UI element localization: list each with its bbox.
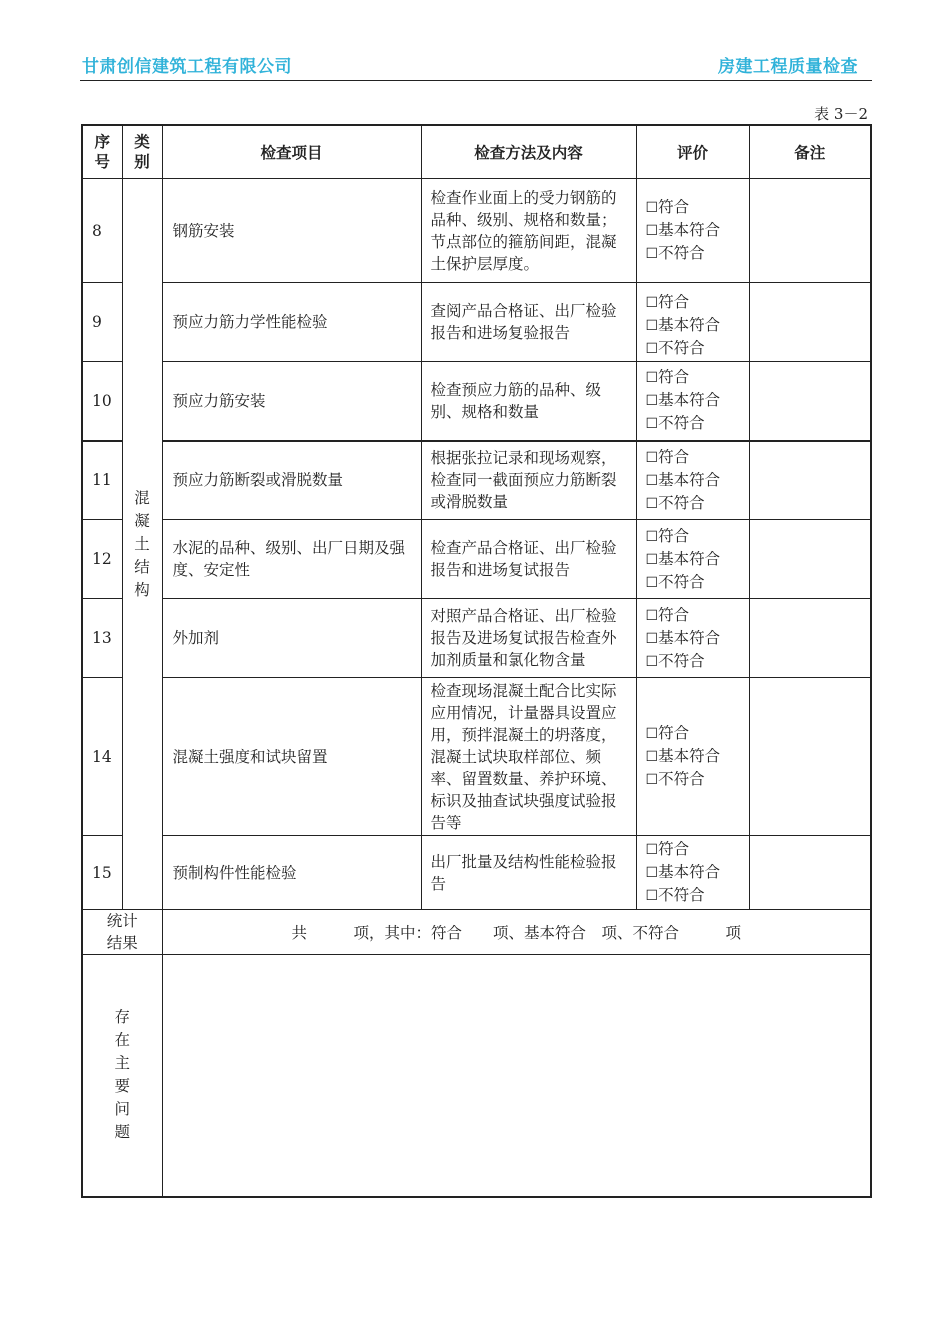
option-conform[interactable]: ☐符合 — [645, 447, 690, 466]
option-nonconform[interactable]: ☐不符合 — [645, 572, 705, 591]
option-basic-conform[interactable]: ☐基本符合 — [645, 315, 721, 334]
checkbox-icon[interactable]: ☐ — [645, 653, 659, 670]
check-method: 查阅产品合格证、出厂检验报告和进场复验报告 — [421, 283, 636, 362]
evaluation-cell — [636, 836, 749, 910]
check-item: 钢筋安装 — [162, 179, 421, 283]
option-nonconform[interactable]: ☐不符合 — [645, 244, 705, 262]
table-row — [82, 599, 871, 678]
checkbox-icon[interactable]: ☐ — [645, 246, 659, 262]
evaluation-cell — [636, 599, 749, 678]
check-method: 检查作业面上的受力钢筋的品种、级别、规格和数量；节点部位的箍筋间距，混凝土保护层厚度。 — [421, 179, 636, 283]
remarks-cell[interactable] — [749, 362, 871, 441]
evaluation-cell — [636, 678, 749, 836]
checkbox-icon[interactable]: ☐ — [645, 528, 659, 545]
option-nonconform[interactable]: ☐不符合 — [645, 414, 705, 433]
checkbox-icon[interactable]: ☐ — [645, 294, 659, 311]
issues-row — [82, 955, 871, 1197]
inspection-table — [81, 124, 872, 1198]
category-label: 混 凝 土 结 构 — [134, 488, 150, 599]
remarks-cell[interactable] — [749, 520, 871, 599]
option-conform[interactable]: ☐符合 — [645, 526, 690, 545]
table-row — [82, 179, 871, 283]
check-item: 外加剂 — [162, 599, 421, 678]
checkbox-icon[interactable]: ☐ — [645, 888, 659, 904]
checkbox-icon[interactable]: ☐ — [645, 630, 659, 647]
check-item: 预制构件性能检验 — [162, 836, 421, 910]
evaluation-cell — [636, 283, 749, 362]
checkbox-icon[interactable]: ☐ — [645, 200, 659, 216]
table-row — [82, 362, 871, 441]
option-basic-conform[interactable]: ☐基本符合 — [645, 628, 721, 647]
table-row — [82, 678, 871, 836]
header-divider — [80, 80, 872, 81]
evaluation-cell — [636, 362, 749, 441]
checkbox-icon[interactable]: ☐ — [645, 370, 659, 387]
option-nonconform[interactable]: ☐不符合 — [645, 886, 705, 904]
option-conform[interactable]: ☐符合 — [645, 724, 690, 742]
row-number: 15 — [82, 836, 122, 910]
remarks-cell[interactable] — [749, 836, 871, 910]
category-cell — [122, 179, 162, 910]
check-item: 水泥的品种、级别、出厂日期及强度、安定性 — [162, 520, 421, 599]
check-item: 预应力筋力学性能检验 — [162, 283, 421, 362]
checkbox-icon[interactable]: ☐ — [645, 749, 659, 765]
checkbox-icon[interactable]: ☐ — [645, 223, 659, 239]
table-row — [82, 441, 871, 520]
remarks-cell[interactable] — [749, 179, 871, 283]
option-nonconform[interactable]: ☐不符合 — [645, 770, 705, 788]
check-item: 混凝土强度和试块留置 — [162, 678, 421, 836]
check-item: 预应力筋断裂或滑脱数量 — [162, 441, 421, 520]
checkbox-icon[interactable]: ☐ — [645, 340, 659, 357]
option-conform[interactable]: ☐符合 — [645, 292, 690, 311]
col-header-evaluation: 评价 — [636, 125, 749, 179]
summary-row — [82, 910, 871, 955]
checkbox-icon[interactable]: ☐ — [645, 574, 659, 591]
option-basic-conform[interactable]: ☐基本符合 — [645, 221, 721, 239]
row-number: 12 — [82, 520, 122, 599]
checkbox-icon[interactable]: ☐ — [645, 449, 659, 466]
row-number: 10 — [82, 362, 122, 441]
option-nonconform[interactable]: ☐不符合 — [645, 338, 705, 357]
option-basic-conform[interactable]: ☐基本符合 — [645, 391, 721, 410]
summary-text[interactable]: 共 项，其中：符合 项、基本符合 项、不符合 项 — [162, 910, 871, 955]
checkbox-icon[interactable]: ☐ — [645, 772, 659, 788]
col-header-category: 类 别 — [122, 125, 162, 179]
checkbox-icon[interactable]: ☐ — [645, 317, 659, 334]
remarks-cell[interactable] — [749, 599, 871, 678]
row-number: 9 — [82, 283, 122, 362]
col-header-item: 检查项目 — [162, 125, 421, 179]
col-header-method: 检查方法及内容 — [421, 125, 636, 179]
check-item: 预应力筋安装 — [162, 362, 421, 441]
checkbox-icon[interactable]: ☐ — [645, 472, 659, 489]
col-header-seq: 序 号 — [82, 125, 122, 179]
table-row — [82, 836, 871, 910]
option-conform[interactable]: ☐符合 — [645, 605, 690, 624]
option-basic-conform[interactable]: ☐基本符合 — [645, 863, 721, 881]
evaluation-cell — [636, 520, 749, 599]
check-method: 检查产品合格证、出厂检验报告和进场复试报告 — [421, 520, 636, 599]
check-method: 检查现场混凝土配合比实际应用情况，计量器具设置应用，预拌混凝土的坍落度，混凝土试块取样部位、频率、留置数量、养护环境、标识及抽查试块强度试验报告等 — [421, 678, 636, 836]
option-conform[interactable]: ☐符合 — [645, 198, 690, 216]
checkbox-icon[interactable]: ☐ — [645, 726, 659, 742]
issues-content-cell[interactable] — [162, 955, 871, 1197]
check-method: 对照产品合格证、出厂检验报告及进场复试报告检查外加剂质量和氯化物含量 — [421, 599, 636, 678]
col-header-remarks: 备注 — [749, 125, 871, 179]
row-number: 11 — [82, 441, 122, 520]
row-number: 8 — [82, 179, 122, 283]
summary-label: 统计 结果 — [82, 910, 162, 955]
remarks-cell[interactable] — [749, 441, 871, 520]
check-method: 检查预应力筋的品种、级别、规格和数量 — [421, 362, 636, 441]
option-basic-conform[interactable]: ☐基本符合 — [645, 747, 721, 765]
table-row — [82, 283, 871, 362]
option-basic-conform[interactable]: ☐基本符合 — [645, 470, 721, 489]
option-conform[interactable]: ☐符合 — [645, 840, 690, 858]
table-number: 表 3－2 — [814, 105, 868, 123]
checkbox-icon[interactable]: ☐ — [645, 842, 659, 858]
option-basic-conform[interactable]: ☐基本符合 — [645, 549, 721, 568]
check-method: 出厂批量及结构性能检验报告 — [421, 836, 636, 910]
checkbox-icon[interactable]: ☐ — [645, 551, 659, 568]
option-nonconform[interactable]: ☐不符合 — [645, 651, 705, 670]
table-header-row — [82, 125, 871, 179]
remarks-cell[interactable] — [749, 283, 871, 362]
checkbox-icon[interactable]: ☐ — [645, 416, 659, 433]
option-nonconform[interactable]: ☐不符合 — [645, 493, 705, 512]
checkbox-icon[interactable]: ☐ — [645, 607, 659, 624]
evaluation-cell — [636, 179, 749, 283]
issues-label: 存 在 主 要 问 题 — [82, 955, 162, 1197]
table-row — [82, 520, 871, 599]
document-title: 房建工程质量检查 — [718, 57, 858, 77]
checkbox-icon[interactable]: ☐ — [645, 495, 659, 512]
remarks-cell[interactable] — [749, 678, 871, 836]
checkbox-icon[interactable]: ☐ — [645, 393, 659, 410]
company-name: 甘肃创信建筑工程有限公司 — [82, 57, 292, 77]
checkbox-icon[interactable]: ☐ — [645, 865, 659, 881]
option-conform[interactable]: ☐符合 — [645, 368, 690, 387]
row-number: 14 — [82, 678, 122, 836]
row-number: 13 — [82, 599, 122, 678]
check-method: 根据张拉记录和现场观察，检查同一截面预应力筋断裂或滑脱数量 — [421, 441, 636, 520]
evaluation-cell — [636, 441, 749, 520]
